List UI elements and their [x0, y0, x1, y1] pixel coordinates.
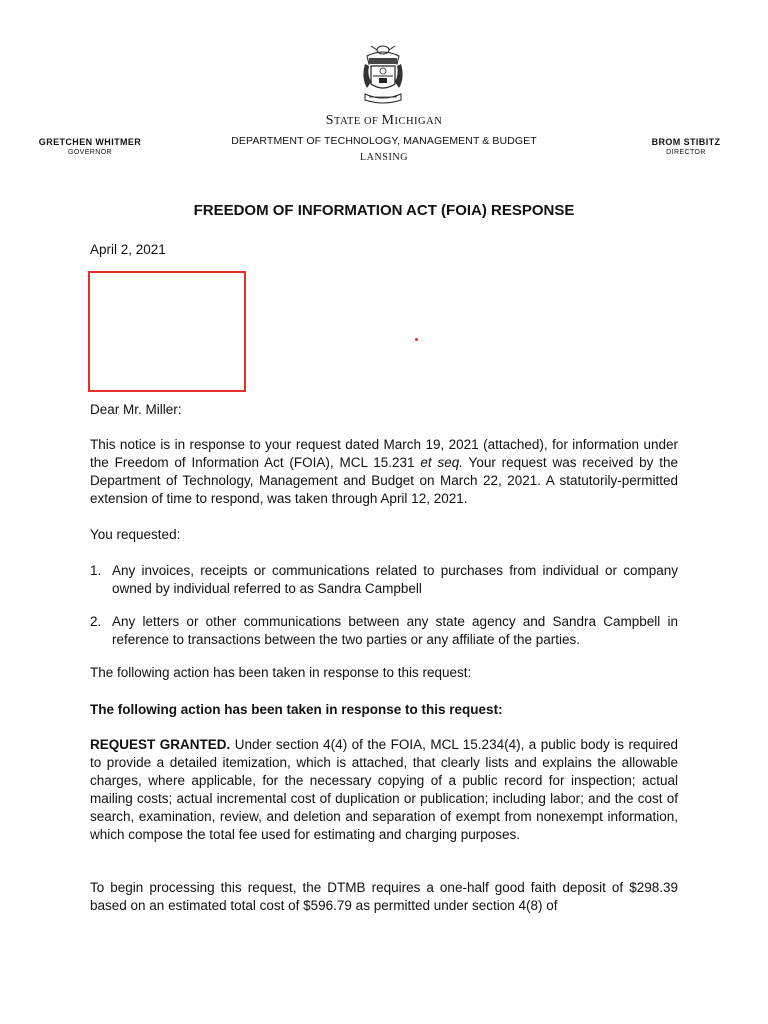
request-text: Any letters or other communications between any state agency and Sandra Campbell in reference to transactions between the two parties or any affiliate of the parties.: [112, 614, 678, 647]
action-heading: The following action has been taken in response to this request:: [90, 702, 503, 717]
department-name: DEPARTMENT OF TECHNOLOGY, MANAGEMENT & BUDGET: [231, 135, 537, 147]
request-granted-label: REQUEST GRANTED.: [90, 737, 231, 752]
governor-title: GOVERNOR: [67, 149, 113, 156]
director-name: BROM STIBITZ: [651, 137, 721, 147]
request-item: [90, 562, 678, 598]
deposit-paragraph: To begin processing this request, the DTMB requires a one-half good faith deposit of $298.39 based on an estimated total cost of $596.79 as permitted under section 4(8) of: [90, 880, 678, 913]
action-statement: The following action has been taken in response to this request:: [90, 665, 472, 680]
governor-block: [30, 137, 150, 156]
request-item: [90, 613, 678, 649]
request-granted-paragraph: REQUEST GRANTED. Under section 4(4) of the FOIA, MCL 15.234(4), a public body is required to provide a detailed itemization, which is attached, that clearly lists and explains the allowable charges, where applicable, for the necessary copying of a public record for inspection; actual mailing costs; actual incremental cost of duplication or publication; including labor; and the cost of search, examination, review, and deletion and separation of exempt from nonexempt information, which compose the total fee used for estimating and charging purposes.: [90, 737, 679, 842]
michigan-state-seal-icon: [357, 42, 409, 108]
request-text: Any invoices, receipts or communications related to purchases from individual or company owned by individual referred to as Sandra Campbell: [112, 563, 678, 596]
city-name: LANSING: [359, 152, 409, 163]
red-mark: [415, 338, 418, 341]
governor-name: GRETCHEN WHITMER: [38, 137, 142, 147]
request-number: 1.: [90, 563, 102, 578]
document-title: FREEDOM OF INFORMATION ACT (FOIA) RESPONSE: [193, 202, 575, 219]
director-title: DIRECTOR: [666, 149, 706, 156]
redacted-address-box: [88, 271, 246, 392]
you-requested-label: You requested:: [90, 527, 181, 542]
letter-date: April 2, 2021: [90, 242, 166, 257]
request-number: 2.: [90, 614, 102, 629]
salutation: Dear Mr. Miller:: [90, 402, 182, 417]
state-name: STATE OF MICHIGAN: [325, 113, 443, 128]
director-block: [636, 137, 736, 156]
intro-paragraph: This notice is in response to your request dated March 19, 2021 (attached), for information under the Freedom of Information Act (FOIA), MCL 15.231 et seq. Your request was received by the Department of Technology, Management and Budget on March 22, 2021. A statutorily-permitted extension of time to respond, was taken through April 12, 2021.: [90, 437, 678, 506]
